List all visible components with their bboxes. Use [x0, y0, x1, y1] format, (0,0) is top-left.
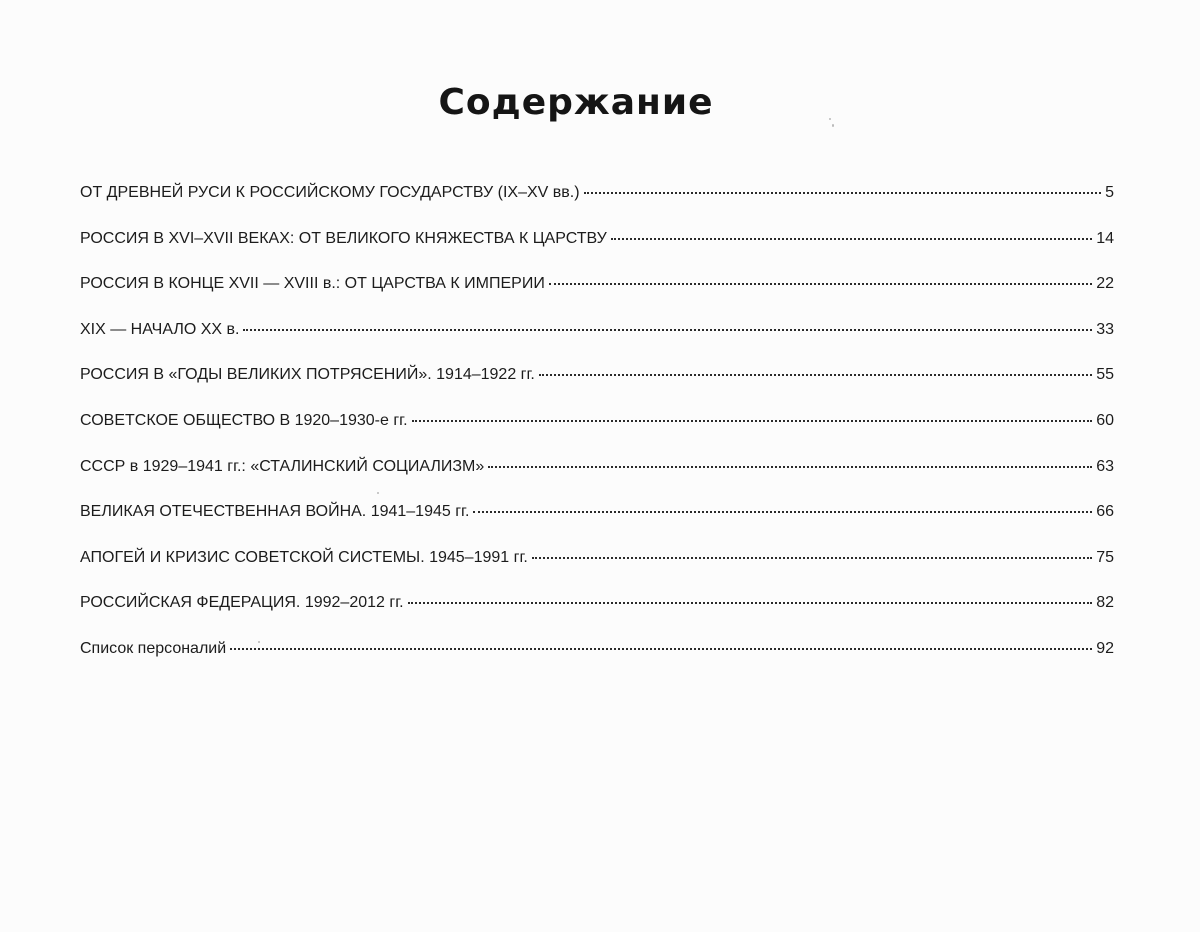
- toc-entry[interactable]: [80, 458, 1114, 504]
- toc-page-number: 33: [1096, 320, 1114, 338]
- toc-dot-leader: [230, 648, 1092, 650]
- toc-dot-leader: [549, 283, 1092, 285]
- toc-dot-leader: [532, 557, 1092, 559]
- toc-entry-title: РОССИЙСКАЯ ФЕДЕРАЦИЯ. 1992–2012 гг.: [80, 594, 404, 612]
- toc-dot-leader: [611, 238, 1092, 240]
- toc-entry[interactable]: [80, 230, 1114, 276]
- toc-entry-title: РОССИЯ В XVI–XVII ВЕКАХ: ОТ ВЕЛИКОГО КНЯЖЕСТВА К ЦАРСТВУ: [80, 229, 607, 247]
- toc-dot-leader: [243, 329, 1092, 331]
- toc-page-number: 75: [1096, 548, 1114, 566]
- page-title: Содержание: [438, 82, 714, 123]
- toc-entry-title: АПОГЕЙ И КРИЗИС СОВЕТСКОЙ СИСТЕМЫ. 1945–1991 гг.: [80, 548, 528, 566]
- toc-page-number: 92: [1096, 639, 1114, 657]
- scan-speck: [377, 492, 379, 494]
- toc-entry-title: РОССИЯ В КОНЦЕ XVII — XVIII в.: ОТ ЦАРСТВА К ИМПЕРИИ: [80, 275, 545, 293]
- toc-dot-leader: [584, 192, 1102, 194]
- toc-page-number: 60: [1096, 411, 1114, 429]
- toc-entry-title: РОССИЯ В «ГОДЫ ВЕЛИКИХ ПОТРЯСЕНИЙ». 1914–1922 гг.: [80, 366, 535, 384]
- scan-speck: [829, 118, 831, 120]
- toc-dot-leader: [539, 374, 1092, 376]
- toc-entry[interactable]: [80, 321, 1114, 367]
- toc-entry-title: XIX — НАЧАЛО XX в.: [80, 320, 240, 338]
- toc-dot-leader: [408, 602, 1093, 604]
- toc-page-number: 5: [1105, 184, 1114, 201]
- toc-entry-title: ВЕЛИКАЯ ОТЕЧЕСТВЕННАЯ ВОЙНА. 1941–1945 гг.: [80, 503, 470, 521]
- toc-entry[interactable]: [80, 549, 1114, 595]
- scan-speck: [258, 641, 260, 643]
- toc-entry[interactable]: [80, 412, 1114, 458]
- scan-speck: [832, 124, 834, 127]
- toc-page-number: 22: [1096, 275, 1114, 293]
- toc-entry-title: СССР в 1929–1941 гг.: «СТАЛИНСКИЙ СОЦИАЛИЗМ»: [80, 457, 485, 475]
- toc-entry-title: ОТ ДРЕВНЕЙ РУСИ К РОССИЙСКОМУ ГОСУДАРСТВУ (IX–XV вв.): [80, 184, 580, 201]
- toc-page-number: 82: [1096, 594, 1114, 612]
- toc-entry[interactable]: [80, 594, 1114, 640]
- toc-page-number: 63: [1096, 457, 1114, 475]
- toc-entry[interactable]: [80, 503, 1114, 549]
- toc-dot-leader: [488, 466, 1092, 468]
- toc-entry[interactable]: [80, 184, 1114, 230]
- toc-entry[interactable]: [80, 640, 1114, 686]
- toc-page-number: 55: [1096, 366, 1114, 384]
- table-of-contents: [80, 184, 1114, 686]
- toc-entry-title: Список персоналий: [80, 639, 227, 657]
- toc-dot-leader: [412, 420, 1093, 422]
- toc-page-number: 14: [1096, 229, 1114, 247]
- toc-dot-leader: [473, 511, 1092, 513]
- toc-page-number: 66: [1096, 503, 1114, 521]
- toc-entry-title: СОВЕТСКОЕ ОБЩЕСТВО В 1920–1930-е гг.: [80, 411, 408, 429]
- toc-entry[interactable]: [80, 366, 1114, 412]
- toc-entry[interactable]: [80, 275, 1114, 321]
